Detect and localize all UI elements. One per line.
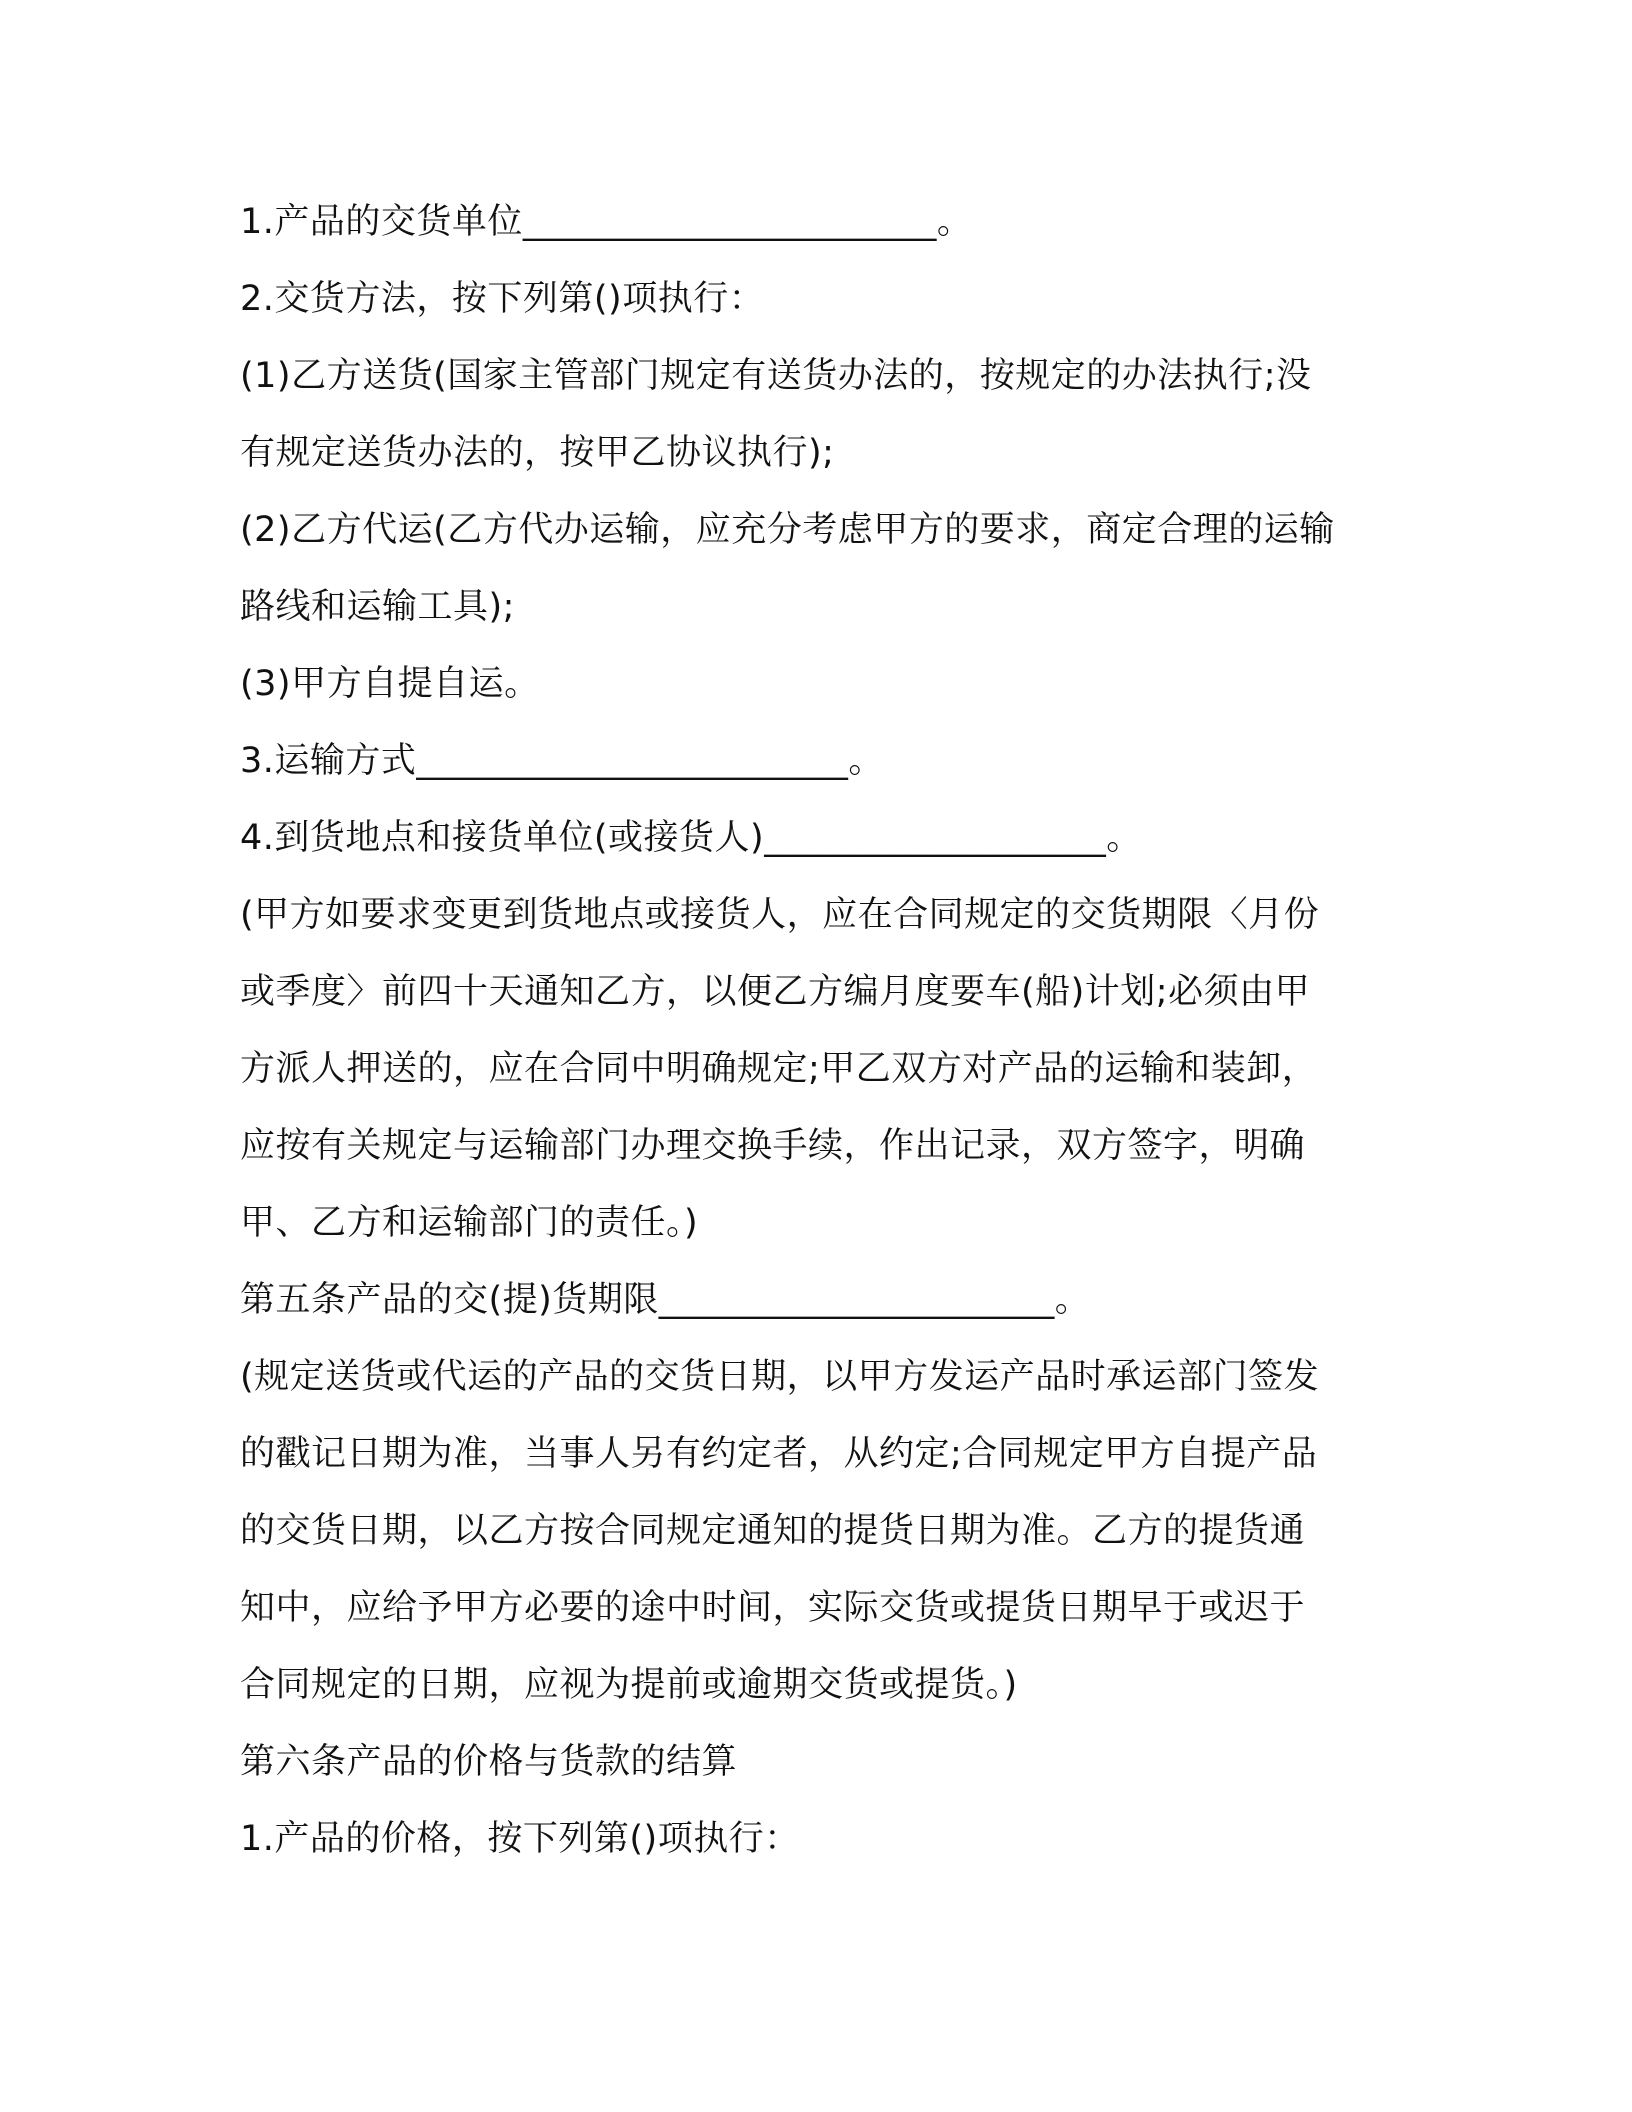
clause-6-item-1-price: 1.产品的价格，按下列第()项执行： <box>240 1819 800 1859</box>
delivery-option-2-line-1: (2)乙方代运(乙方代办运输，应充分考虑甲方的要求，商定合理的运输 <box>240 510 1335 550</box>
clause-4-item-1-delivery-unit: 1.产品的交货单位_______________________。 <box>240 202 973 242</box>
arrival-note-line-5: 甲、乙方和运输部门的责任。) <box>240 1203 699 1243</box>
clause-5-note-line-5: 合同规定的日期，应视为提前或逾期交货或提货。) <box>240 1665 1018 1705</box>
delivery-option-1-line-1: (1)乙方送货(国家主管部门规定有送货办法的，按规定的办法执行;没 <box>240 356 1312 396</box>
arrival-note-line-1: (甲方如要求变更到货地点或接货人，应在合同规定的交货期限〈月份 <box>240 895 1320 935</box>
document-body <box>240 188 1400 1882</box>
clause-4-item-3-transport-mode: 3.运输方式________________________。 <box>240 741 884 781</box>
delivery-option-2-line-2: 路线和运输工具); <box>240 587 515 627</box>
clause-5-note-line-3: 的交货日期，以乙方按合同规定通知的提货日期为准。乙方的提货通 <box>240 1511 1306 1551</box>
delivery-option-3: (3)甲方自提自运。 <box>240 664 540 704</box>
arrival-note-line-3: 方派人押送的，应在合同中明确规定;甲乙双方对产品的运输和装卸， <box>240 1049 1318 1089</box>
clause-4-item-4-arrival-place: 4.到货地点和接货单位(或接货人)___________________。 <box>240 818 1142 858</box>
clause-5-heading: 第五条产品的交(提)货期限______________________。 <box>240 1280 1091 1320</box>
arrival-note-line-4: 应按有关规定与运输部门办理交换手续，作出记录，双方签字，明确 <box>240 1126 1306 1166</box>
clause-5-note-line-1: (规定送货或代运的产品的交货日期，以甲方发运产品时承运部门签发 <box>240 1357 1320 1397</box>
arrival-note-line-2: 或季度〉前四十天通知乙方，以便乙方编月度要车(船)计划;必须由甲 <box>240 972 1311 1012</box>
clause-5-note-line-2: 的戳记日期为准，当事人另有约定者，从约定;合同规定甲方自提产品 <box>240 1434 1318 1474</box>
delivery-option-1-line-2: 有规定送货办法的，按甲乙协议执行); <box>240 433 835 473</box>
clause-6-heading: 第六条产品的价格与货款的结算 <box>240 1742 738 1782</box>
clause-5-note-line-4: 知中，应给予甲方必要的途中时间，实际交货或提货日期早于或迟于 <box>240 1588 1306 1628</box>
clause-4-item-2-delivery-method: 2.交货方法，按下列第()项执行： <box>240 279 765 319</box>
